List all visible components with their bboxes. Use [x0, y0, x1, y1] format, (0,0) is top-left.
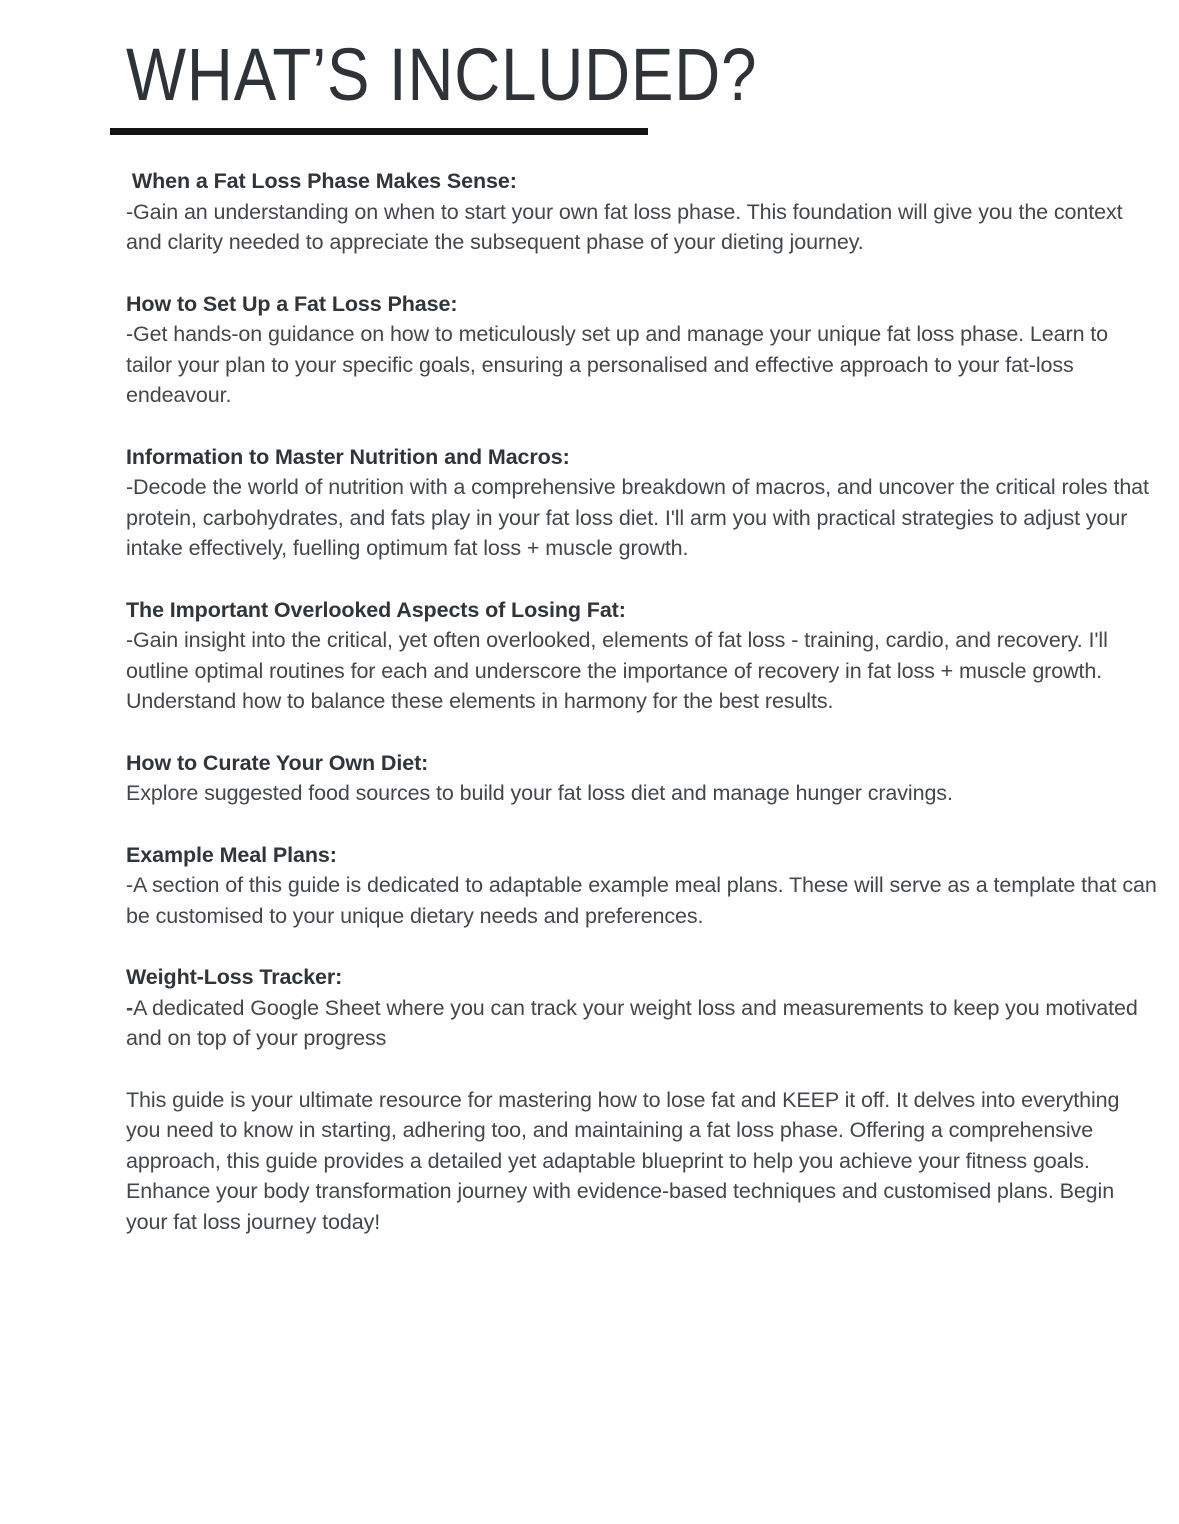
content-sections — [126, 166, 1157, 1237]
content-section — [126, 962, 1157, 1054]
content-section — [126, 748, 1157, 809]
section-body: -Gain insight into the critical, yet often overlooked, elements of fat loss - training, cardio, and recovery. I'll outline optimal routines for each and underscore the importance of recovery in fat loss + muscle growth. Understand how to balance these elements in harmony for the best results. — [126, 628, 1108, 713]
content-section — [126, 840, 1157, 932]
section-heading: Information to Master Nutrition and Macros: — [126, 444, 570, 469]
section-body: -Gain an understanding on when to start your own fat loss phase. This foundation will give you the context and clarity needed to appreciate the subsequent phase of your dieting journey. — [126, 199, 1123, 254]
section-body: -A dedicated Google Sheet where you can track your weight loss and measurements to keep you motivated and on top of your progress — [126, 995, 1138, 1050]
section-heading: How to Set Up a Fat Loss Phase: — [126, 291, 458, 316]
content-section — [126, 442, 1157, 564]
section-body: -A section of this guide is dedicated to adaptable example meal plans. These will serve as a template that can be customised to your unique dietary needs and preferences. — [126, 873, 1157, 928]
page-title — [126, 33, 1157, 116]
content-section — [126, 595, 1157, 717]
section-body: -Decode the world of nutrition with a comprehensive breakdown of macros, and uncover the critical roles that protein, carbohydrates, and fats play in your fat loss diet. I'll arm you with practical strategies to adjust your intake effectively, fuelling optimum fat loss + muscle growth. — [126, 475, 1149, 560]
section-body: -Get hands-on guidance on how to meticulously set up and manage your unique fat loss phase. Learn to tailor your plan to your specific goals, ensuring a personalised and effective approach to your fat-loss endeavour. — [126, 322, 1109, 407]
content-section — [126, 166, 1157, 258]
section-heading: Example Meal Plans: — [126, 842, 337, 867]
section-heading: How to Curate Your Own Diet: — [126, 750, 429, 775]
title-underline-rule — [110, 128, 648, 135]
section-body: Explore suggested food sources to build your fat loss diet and manage hunger cravings. — [126, 781, 953, 805]
page-title-text: WHAT’S INCLUDED? — [126, 33, 758, 116]
section-heading: Weight-Loss Tracker: — [126, 965, 343, 989]
section-heading: The Important Overlooked Aspects of Losing Fat: — [126, 597, 626, 622]
content-section — [126, 289, 1157, 411]
section-heading: When a Fat Loss Phase Makes Sense: — [126, 169, 517, 193]
closing-paragraph: This guide is your ultimate resource for mastering how to lose fat and KEEP it off. It delves into everything you need to know in starting, adhering too, and maintaining a fat loss phase. Offering a comprehensive approach, this guide provides a detailed yet adaptable blueprint to help you achieve your fitness goals. Enhance your body transformation journey with evidence-based techniques and customised plans. Begin your fat loss journey today! — [126, 1087, 1120, 1234]
